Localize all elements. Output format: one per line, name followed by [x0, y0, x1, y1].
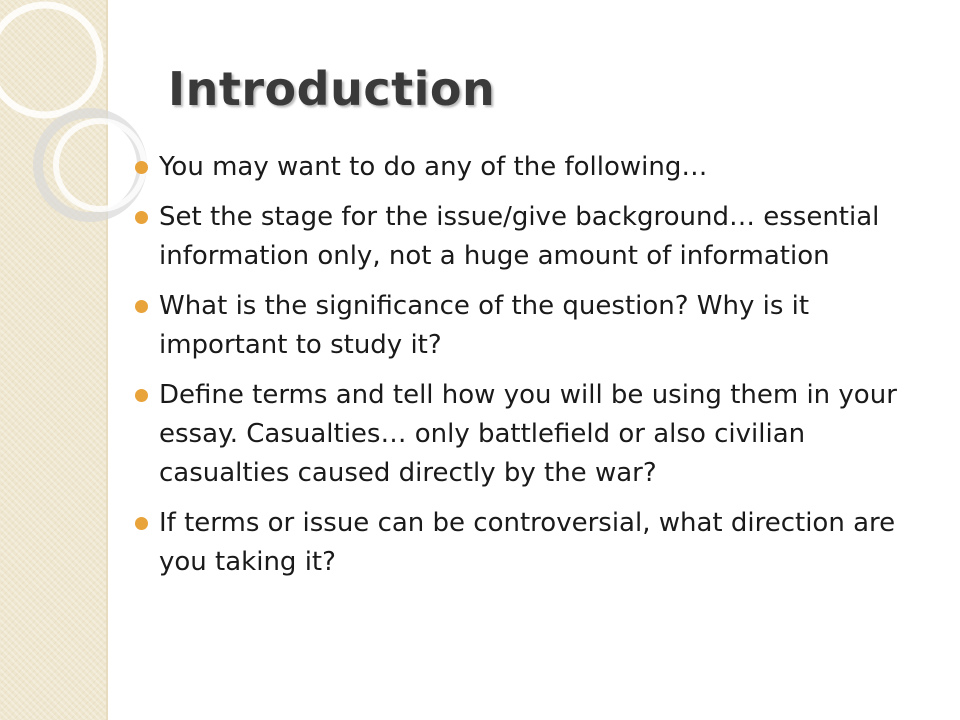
bullet-dot-icon	[135, 161, 148, 174]
bullet-text: What is the significance of the question? Why is it important to study it?	[159, 291, 810, 360]
bullet-item	[130, 198, 930, 276]
bullet-text: You may want to do any of the following…	[159, 152, 708, 182]
bullet-text: If terms or issue can be controversial, what direction are you taking it?	[159, 508, 896, 577]
decorative-circle-large	[0, 5, 100, 115]
bullet-item	[130, 148, 930, 187]
bullet-text: Set the stage for the issue/give background… essential information only, not a huge amount of information	[159, 202, 880, 271]
bullet-item	[130, 376, 930, 493]
bullet-text: Define terms and tell how you will be using them in your essay. Casualties… only battlefield or also civilian casualties caused directly by the war?	[159, 380, 897, 488]
bullet-dot-icon	[135, 300, 148, 313]
bullet-list	[130, 148, 930, 593]
bullet-dot-icon	[135, 517, 148, 530]
bullet-dot-icon	[135, 211, 148, 224]
slide-title: Introduction	[168, 62, 496, 116]
bullet-dot-icon	[135, 389, 148, 402]
bullet-item	[130, 287, 930, 365]
bullet-item	[130, 504, 930, 582]
